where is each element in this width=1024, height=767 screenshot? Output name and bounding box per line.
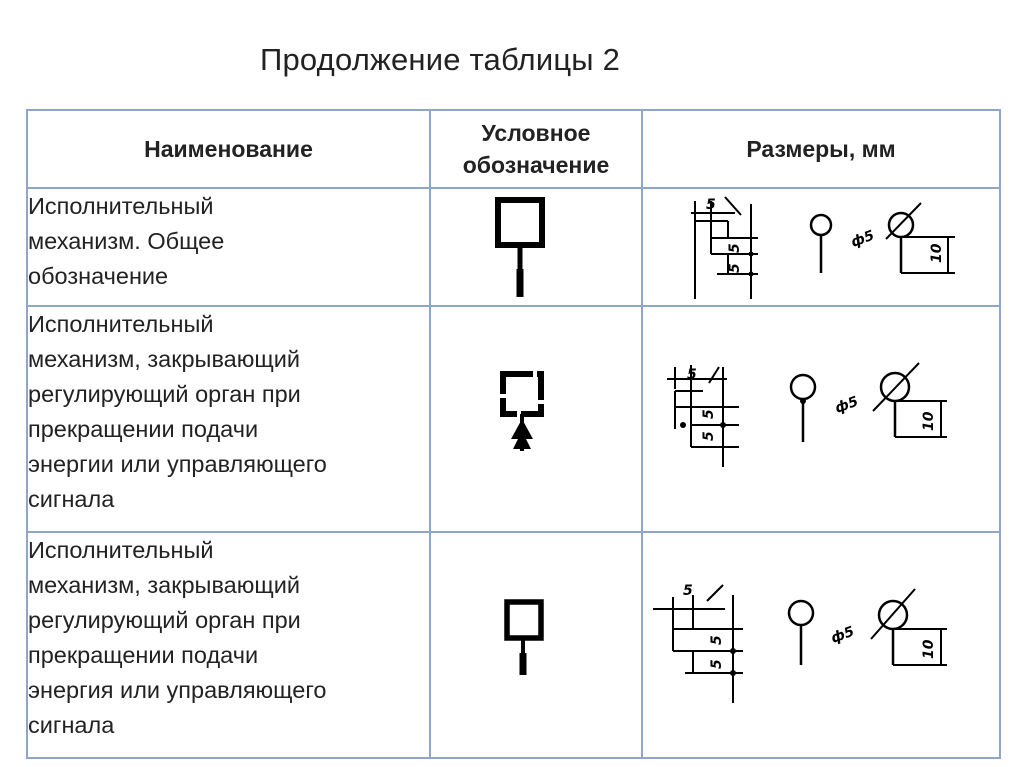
dim-label-square-side: 5 bbox=[706, 197, 716, 213]
row-symbol-cell bbox=[430, 532, 642, 758]
row-name-line: механизм. Общее bbox=[28, 228, 225, 254]
dim-label-height: 10 bbox=[921, 639, 937, 659]
dim-label-height: 10 bbox=[921, 411, 937, 431]
actuator-closing-symbol-icon bbox=[431, 307, 643, 533]
dim-label-vertical-top: 5 bbox=[709, 635, 725, 645]
row-name-line: механизм, закрывающий bbox=[28, 346, 300, 372]
row-symbol-cell bbox=[430, 306, 642, 532]
header-symbol: Условное обозначение bbox=[430, 110, 642, 188]
row-name-line: сигнала bbox=[28, 712, 115, 738]
dim-label-vertical-bottom: 5 bbox=[709, 659, 725, 669]
row-name-line: энергия или управляющего bbox=[28, 677, 327, 703]
row-name-line: сигнала bbox=[28, 486, 115, 512]
dim-label-vertical-bottom: 5 bbox=[727, 263, 743, 273]
dim-label-vertical-bottom: 5 bbox=[701, 431, 717, 441]
row-name-line: регулирующий орган при bbox=[28, 381, 301, 407]
row-name-cell bbox=[27, 188, 430, 306]
row-name-line: регулирующий орган при bbox=[28, 607, 301, 633]
actuator-closing-alt-dimensions-icon bbox=[643, 533, 1001, 759]
row-name-line: энергии или управляющего bbox=[28, 451, 327, 477]
dim-label-height: 10 bbox=[929, 243, 945, 263]
dim-label-vertical-top: 5 bbox=[727, 243, 743, 253]
row-name-line: Исполнительный bbox=[28, 311, 214, 337]
row-name-line: Исполнительный bbox=[28, 537, 214, 563]
header-name: Наименование bbox=[27, 110, 430, 188]
dim-label-vertical-top: 5 bbox=[701, 409, 717, 419]
row-dims-cell bbox=[642, 306, 1000, 532]
actuator-general-dimensions-icon bbox=[643, 189, 1001, 307]
row-name-line: прекращении подачи bbox=[28, 642, 259, 668]
row-symbol-cell bbox=[430, 188, 642, 306]
dim-label-diameter: ф5 bbox=[848, 227, 877, 251]
row-dims-cell bbox=[642, 188, 1000, 306]
header-row bbox=[27, 110, 1000, 188]
row-name-line: механизм, закрывающий bbox=[28, 572, 300, 598]
table-row bbox=[27, 306, 1000, 532]
actuator-general-symbol-icon bbox=[431, 189, 643, 307]
table-row bbox=[27, 188, 1000, 306]
row-name-cell bbox=[27, 306, 430, 532]
dim-label-diameter: ф5 bbox=[832, 393, 861, 417]
row-name-line: прекращении подачи bbox=[28, 416, 259, 442]
table-row bbox=[27, 532, 1000, 758]
row-name-line: Исполнительный bbox=[28, 193, 214, 219]
header-dimensions: Размеры, мм bbox=[642, 110, 1000, 188]
actuator-closing-dimensions-icon bbox=[643, 307, 1001, 533]
row-name-line: обозначение bbox=[28, 263, 169, 289]
page-title: Продолжение таблицы 2 bbox=[260, 42, 621, 77]
row-dims-cell bbox=[642, 532, 1000, 758]
dim-label-square-side: 5 bbox=[683, 583, 693, 599]
spec-table bbox=[26, 109, 1001, 759]
row-name-cell bbox=[27, 532, 430, 758]
dim-label-diameter: ф5 bbox=[828, 623, 857, 647]
dim-label-square-side: 5 bbox=[687, 367, 697, 383]
actuator-closing-symbol-alt-icon bbox=[431, 533, 643, 759]
